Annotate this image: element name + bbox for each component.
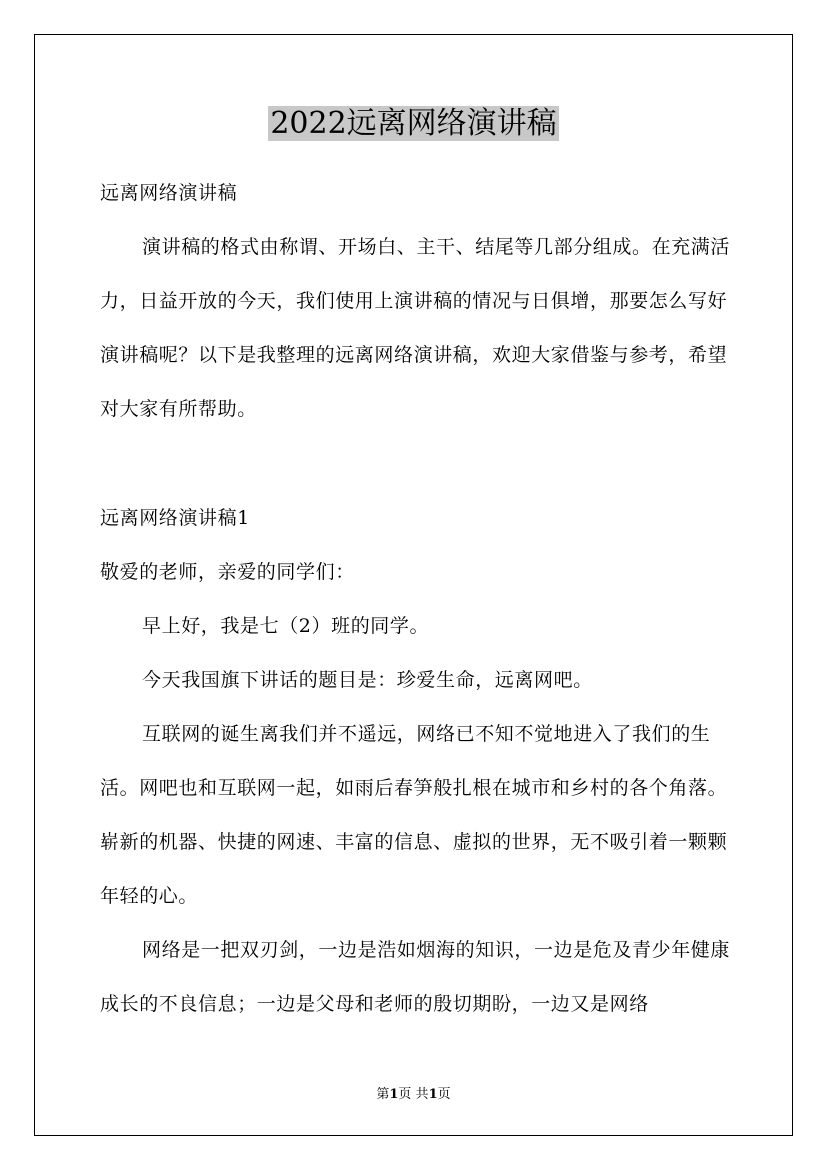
footer-page-number: 1 — [389, 1087, 399, 1102]
body-paragraph: 今天我国旗下讲话的题目是：珍爱生命，远离网吧。 — [142, 669, 593, 691]
section-heading: 远离网络演讲稿1 — [100, 507, 250, 529]
body-paragraph: 网络是一把双刃剑，一边是浩如烟海的知识，一边是危及青少年健康成长的不良信息；一边是父母和老师的殷切期盼，一边又是网络 — [100, 939, 731, 1015]
page-footer — [0, 1083, 827, 1102]
document-subtitle: 远离网络演讲稿 — [100, 182, 238, 204]
body-paragraph: 早上好，我是七（2）班的同学。 — [142, 615, 430, 637]
intro-paragraph: 演讲稿的格式由称谓、开场白、主干、结尾等几部分组成。在充满活力，日益开放的今天，我们使用上演讲稿的情况与日俱增，那要怎么写好演讲稿呢？以下是我整理的远离网络演讲稿，欢迎大家借鉴与参考，希望对大家有所帮助。 — [100, 236, 731, 420]
footer-page-suffix: 页 — [437, 1087, 451, 1102]
footer-page-prefix: 第 — [376, 1087, 390, 1102]
document-title-text: 2022远离网络演讲稿 — [270, 106, 557, 141]
footer-page-mid: 页 共 — [398, 1087, 429, 1102]
salutation: 敬爱的老师，亲爱的同学们： — [100, 561, 355, 583]
document-title — [0, 104, 827, 144]
body-paragraph: 互联网的诞生离我们并不遥远，网络已不知不觉地进入了我们的生活。网吧也和互联网一起，如雨后春笋般扎根在城市和乡村的各个角落。崭新的机器、快捷的网速、丰富的信息、虚拟的世界，无不吸引着一颗颗年轻的心。 — [100, 723, 728, 907]
footer-total-pages: 1 — [428, 1087, 438, 1102]
